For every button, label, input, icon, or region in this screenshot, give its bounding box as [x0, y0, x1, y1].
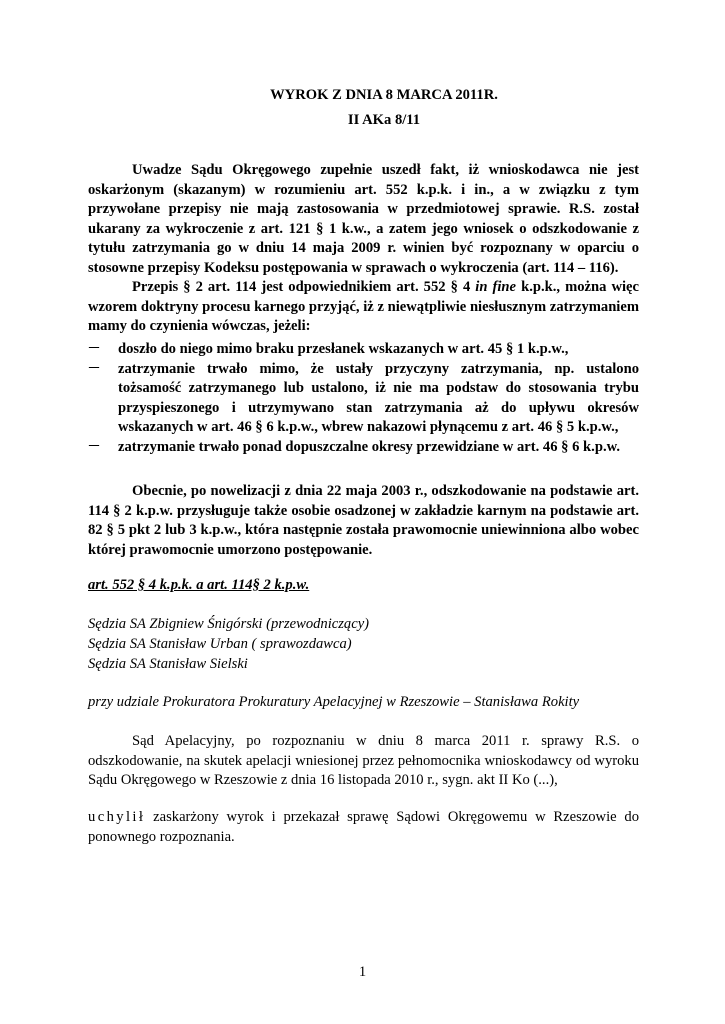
decision-paragraph-text: [88, 808, 639, 847]
ruling-paragraph: [88, 732, 639, 791]
list-item-text: zatrzymanie trwało ponad dopuszczalne okresy przewidziane w art. 46 § 6 k.p.w.: [118, 438, 620, 455]
legal-basis: art. 552 § 4 k.p.k. a art. 114§ 2 k.p.w.: [88, 577, 310, 593]
list-item-text: zatrzymanie trwało mimo, że ustały przyczyny zatrzymania, np. ustalono tożsamość zatrzymanego lub ustalono, iż nie ma podstaw do stosowania trybu przyspieszonego i utrzymywano stan zatrzymania aż do upływu okresów wskazanych w art. 46 § 6 k.p.w., wbrew nakazowi płynącemu z art. 46 § 5 k.p.w.,: [118, 360, 639, 436]
thesis-paragraph-1-text: Uwadze Sądu Okręgowego zupełnie uszedł fakt, iż wnioskodawca nie jest oskarżonym (skazanym) w rozumieniu art. 552 k.p.k. i in., a w związku z tym przywołane przepisy nie mają zastosowania w przedmiotowej sprawie. R.S. został ukarany za wykroczenie z art. 121 § 1 k.w., a zatem jego wniosek o odszkodowanie z tytułu zatrzymania go w dniu 14 maja 2009 r. winien być rozpoznany w oparciu o stosowne przepisy Kodeksu postępowania w sprawach o wykroczenia (art. 114 – 116).: [88, 162, 639, 276]
case-signature: II AKa 8/11: [347, 112, 421, 128]
dash-bullet: –: [89, 354, 99, 377]
thesis-paragraph-2-part-2: k.p.k., można więc wzorem doktryny procesu karnego przyjąć, iż z niewątpliwie niesłusznym zatrzymaniem mamy do czynienia wówczas, jeżeli:: [88, 279, 640, 335]
thesis-paragraph-3-text: Obecnie, po nowelizacji z dnia 22 maja 2003 r., odszkodowanie na podstawie art. 114 § 2 k.p.w. przysługuje także osobie osadzonej w zakładzie karnym na podstawie art. 82 § 5 pkt 2 lub 3 k.p.w., która następnie została prawomocnie uniewinniona albo wobec której prawomocnie umorzono postępowanie.: [88, 483, 639, 558]
ruling-paragraph-text: Sąd Apelacyjny, po rozpoznaniu w dniu 8 marca 2011 r. sprawy R.S. o odszkodowanie, na skutek apelacji wniesionej przez pełnomocnika wnioskodawcy od wyroku Sądu Okręgowego w Rzeszowie z dnia 16 listopada 2010 r., sygn. akt II Ko (...),: [88, 733, 639, 789]
list-item: [88, 335, 639, 360]
judge-entry: Sędzia SA Zbigniew Śnigórski (przewodniczący): [88, 616, 370, 632]
thesis-paragraph-2-text: [88, 278, 639, 337]
thesis-paragraph-3: [88, 482, 639, 560]
dash-bullet: –: [89, 335, 99, 357]
thesis-paragraph-2: [88, 278, 639, 337]
conditions-list: [88, 335, 639, 458]
judge-entry: Sędzia SA Stanisław Sielski: [88, 655, 248, 672]
judges-list: [88, 615, 369, 674]
decision-word: uchylił: [88, 809, 146, 825]
decision-rest: zaskarżony wyrok i przekazał sprawę Sądowi Okręgowemu w Rzeszowie do ponownego rozpoznania.: [88, 809, 639, 845]
thesis-paragraph-2-italic: in fine: [475, 279, 517, 295]
dash-bullet: –: [89, 432, 99, 455]
document-title: WYROK Z DNIA 8 MARCA 2011R.: [270, 87, 498, 103]
list-item: [88, 354, 639, 438]
decision-paragraph: [88, 808, 639, 847]
thesis-paragraph-2-part-1: Przepis § 2 art. 114 jest odpowiednikiem art. 552 § 4: [132, 279, 476, 295]
thesis-paragraph-1: [88, 161, 639, 279]
list-item-text: doszło do niego mimo braku przesłanek wskazanych w art. 45 § 1 k.p.w.,: [118, 341, 569, 357]
list-item: [88, 432, 639, 458]
judge-entry: Sędzia SA Stanisław Urban ( sprawozdawca): [88, 635, 352, 652]
prosecutor-line: przy udziale Prokuratora Prokuratury Apelacyjnej w Rzeszowie – Stanisława Rokity: [88, 694, 580, 710]
page-number: 1: [358, 964, 367, 980]
